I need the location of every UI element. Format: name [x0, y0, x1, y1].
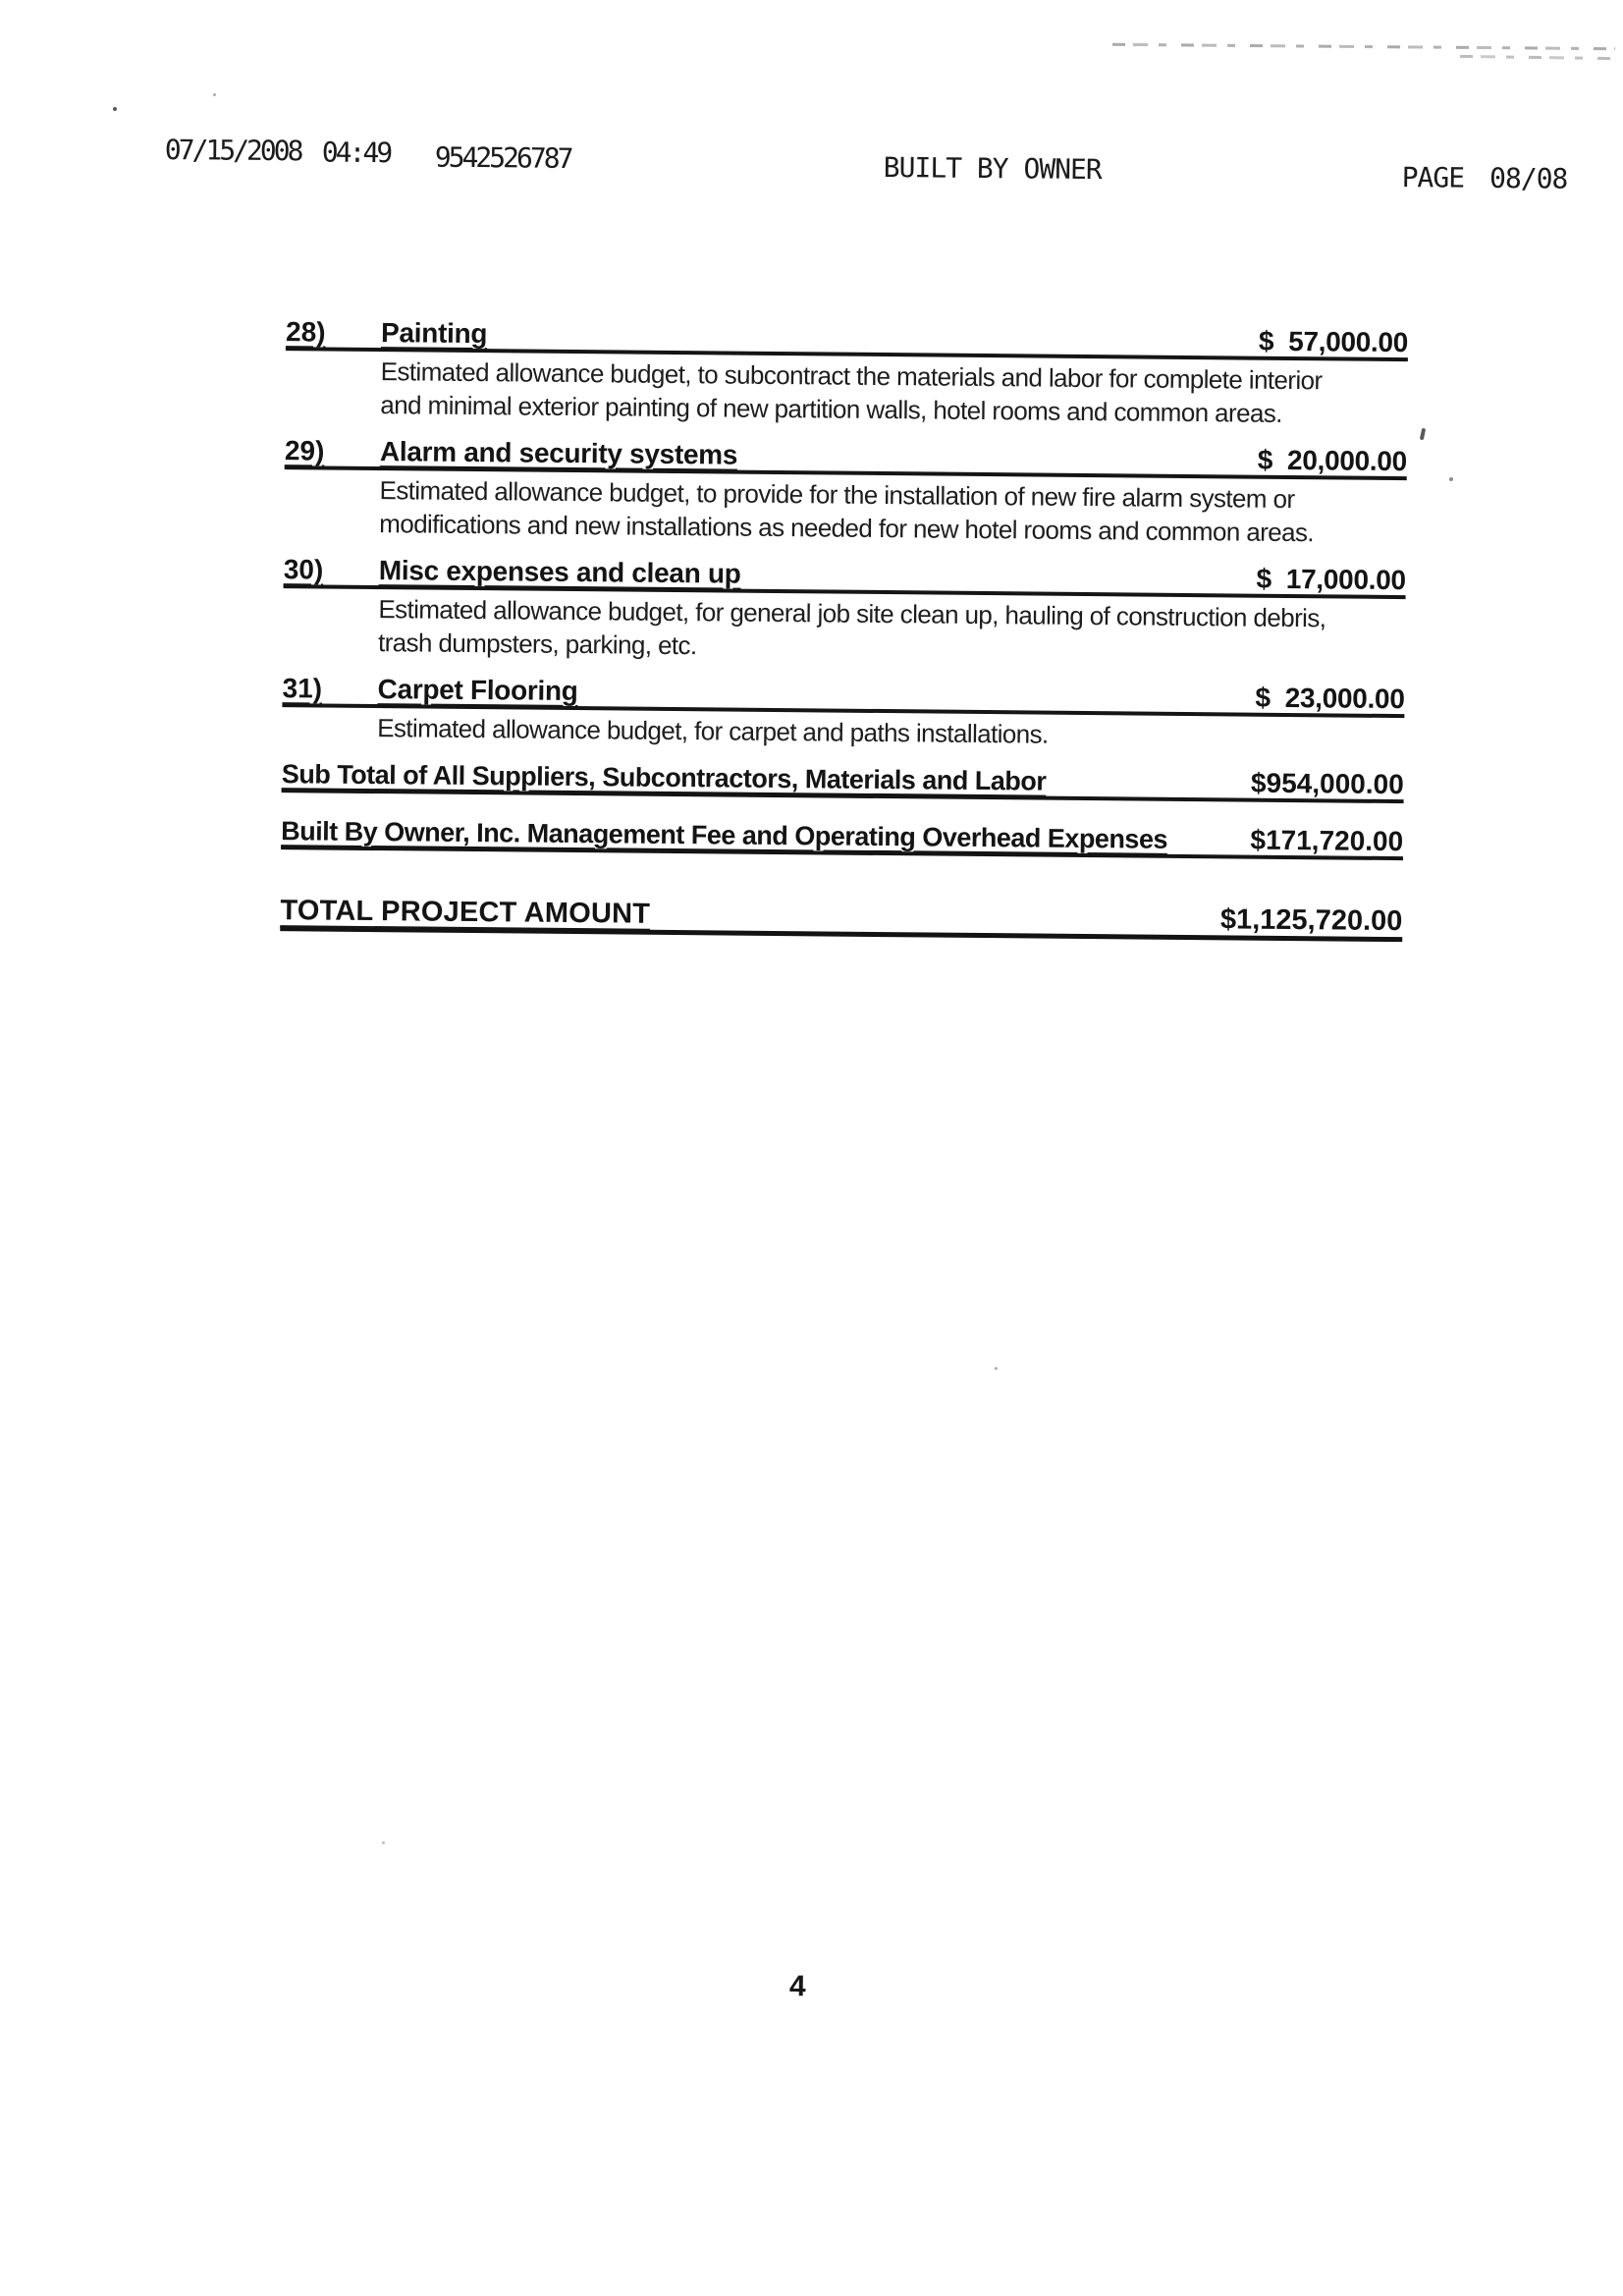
- item-title: Misc expenses and clean up: [378, 555, 741, 589]
- item-description: Estimated allowance budget, to provide for the installation of new fire alarm system or modifications and new installations as needed for new hotel rooms and common areas.: [379, 475, 1315, 548]
- fax-transmission-header: [1, 0, 1623, 195]
- fax-page-indicator: [1402, 161, 1568, 195]
- subtotal-rows: [281, 759, 1404, 860]
- item-title: Painting: [380, 317, 488, 350]
- budget-item: [284, 436, 1407, 550]
- budget-item: [285, 317, 1408, 431]
- item-amount: $ 57,000.00: [1258, 325, 1409, 358]
- subtotal-label: Built By Owner, Inc. Management Fee and Operating Overhead Expenses: [281, 816, 1168, 854]
- item-number: 30): [283, 554, 324, 585]
- item-description: Estimated allowance budget, to subcontract the materials and labor for complete interior and minimal exterior painting of new partition walls, hotel rooms and common areas.: [380, 356, 1323, 428]
- item-number: 28): [285, 316, 326, 348]
- fax-sender-name: BUILT BY OWNER: [883, 151, 1102, 187]
- subtotal-amount: $954,000.00: [1250, 767, 1404, 800]
- grand-total-label: TOTAL PROJECT AMOUNT: [280, 895, 651, 930]
- fax-page-label: PAGE: [1401, 161, 1465, 194]
- item-description: Estimated allowance budget, for general job site clean up, hauling of construction debris, trash dumpsters, parking, etc.: [377, 594, 1326, 661]
- item-title: Carpet Flooring: [377, 674, 578, 707]
- subtotal-row: [281, 816, 1403, 860]
- fax-date: 07/15/2008: [164, 133, 301, 168]
- subtotal-amount: $171,720.00: [1250, 824, 1404, 857]
- item-description: Estimated allowance budget, for carpet and paths installations.: [377, 713, 1049, 749]
- item-number: 31): [282, 673, 323, 704]
- subtotal-label: Sub Total of All Suppliers, Subcontractors, Materials and Labor: [281, 759, 1047, 796]
- fax-page-value: 08/08: [1488, 161, 1568, 195]
- fax-time: 04:49: [321, 136, 391, 170]
- item-number: 29): [284, 435, 325, 466]
- item-amount: $ 20,000.00: [1257, 444, 1408, 477]
- budget-document-body: [280, 317, 1408, 942]
- fax-number: 9542526787: [434, 140, 571, 175]
- grand-total-row: [280, 895, 1402, 942]
- item-amount: $ 23,000.00: [1255, 682, 1405, 715]
- subtotal-row: [282, 759, 1404, 803]
- page-number: 4: [788, 1970, 806, 2003]
- budget-item: [283, 555, 1406, 669]
- budget-line-items: [282, 317, 1408, 754]
- budget-item: [282, 674, 1405, 754]
- item-amount: $ 17,000.00: [1256, 563, 1406, 596]
- item-title: Alarm and security systems: [379, 436, 738, 470]
- grand-total-amount: $1,125,720.00: [1219, 903, 1403, 938]
